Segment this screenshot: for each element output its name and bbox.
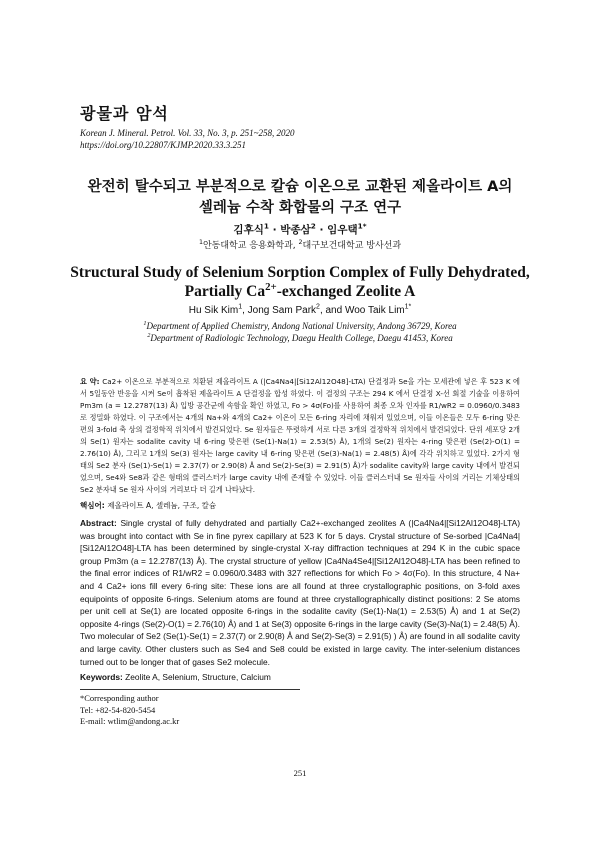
korean-affiliations: $^1$안동대학교 응용화학과, $^2$대구보건대학교 방사선과 [198,239,402,251]
korean-title-line1: 완전히 탈수되고 부분적으로 칼슘 이온으로 교환된 제올라이트 A의 [87,179,513,195]
english-author: Woo Taik Lim [344,305,405,316]
author-separator: · [268,224,281,236]
journal-doi[interactable]: https://doi.org/10.22807/KJMP.2020.33.3.251 [80,140,247,150]
footnote-email[interactable]: E-mail: wtlim@andong.ac.kr [80,716,180,726]
korean-abstract [80,376,520,496]
english-keywords [80,672,271,682]
korean-keywords [80,500,216,511]
korean-affiliation: 대구보건대학교 방사선과 [302,241,402,251]
footnote-divider [80,689,300,690]
english-author: Jong Sam Park [247,305,317,316]
footnote-line: *Corresponding author [80,693,159,703]
author-separator: · [315,224,328,236]
english-affiliation: $^2$Department of Radiologic Technology, Daegu Health College, Daegu 41453, Korea [147,332,453,343]
english-title [60,263,540,301]
english-abstract-label: Abstract: [80,518,121,528]
korean-abstract-text: Ca2+ 이온으로 부분적으로 치환된 제올라이트 A (|Ca4Na4|[Si12Al12O48]-LTA) 단결정과 Se을 가는 모세관에 넣은 후 523 K 에서 5일동안 반응을 시켜 Se이 흡착된 제올라이트 A 단결정을 합성 하였다. 이 결정의 구조는 294 K 에서 단결정 X-선 회절 기술을 이용하여 Pm3m (a = 12.2787(13) Å) 입방 공간군에 속함을 확인 하였고, Fo > 4σ(Fo)를 사용하여 최종 오차 인자를 R1/wR2 = 0.0960/0.3483로 정밀화 하였다. 이 구조에서는 4개의 Na+와 4개의 Ca2+ 이온이 모든 6-ring 자리에 채워져 있었으며, 이들 이온들은 모두 6-ring 맞은편의 3-fold 축 상의 결정학적 위치에서 발견되었다. Se 원자들은 뚜렷하게 서로 다른 3개의 결정학적 위치에서 발견되었다. 단위 세포당 2개의 Se(1) 원자는 sodalite cavity 내 6-ring 맞은편 (Se(1)-Na(1) = 2.53(5) Å), 1개의 Se(2) 원자는 4-ring 맞은편 (Se(2)-O(1) = 2.76(10) Å), 그리고 1개의 Se(3) 원자는 large cavity 내 6-ring 맞은편 (Se(3)-Na(1) = 2.48(5) Å)에 각각 위치하고 있었다. 2가지 형태의 Se2 분자 (Se(1)-Se(1) = 2.37(7) or 2.90(8) Å and Se(2)-Se(3) = 2.91(5) Å)가 sodalite cavity와 large cavity 내에서 발견되었으며, Se4와 Se8과 같은 형태의 클러스터가 large cavity 내에 존재할 수 있었다. 이들 클러스터내 Se 원자들 사이의 거리는 기체상태의 Se2 분자내 Se 원자 사이의 거리보다 더 길게 나타났다. [80,377,520,494]
korean-title-line2: 셀레늄 수착 화합물의 구조 연구 [198,200,402,216]
journal-citation: Korean J. Mineral. Petrol. Vol. 33, No. 3, p. 251~258, 2020 [80,128,295,138]
journal-meta [80,127,294,151]
english-affiliations [0,320,600,344]
english-title-line1: Structural Study of Selenium Sorption Complex of Fully Dehydrated, [70,264,530,281]
affil-sup: 1 [263,221,269,231]
korean-keywords-label: 핵심어: [80,501,108,510]
corresponding-author-footnote [80,693,179,728]
english-author: Hu Sik Kim [188,305,239,316]
english-authors: Hu Sik Kim$^1$, Jong Sam Park$^2$, and Woo Taik Lim$^{1*}$ [188,303,412,316]
english-keywords-label: Keywords: [80,672,126,682]
english-abstract-text: Single crystal of fully dehydrated and partially Ca2+-exchanged zeolites A (|Ca4Na4|[Si12Al12O48]-LTA) was brought into contact with Se in fine pyrex capillary at 523 K for 5 days. Crystal structure of Se-sorbed |Ca4Na4|[Si12Al12O48]-LTA has been determined by single-crystal X-ray diffraction techniques at 294 K in the cubic space group Pm3m (a = 12.2787(13) Å). The crystal structure of yellow |Ca4Na4Se4|[Si12Al12O48]-LTA has been refined to the final error indices of R1/wR2 = 0.0960/0.3483 with 327 reflections for which Fo > 4σ(Fo). In this structure, 4 Na+ and 4 Ca2+ ions fill every 6-ring site: These ions are all found at three crystallographic positions, on 3-fold axes equipoints of opposite 6-rings. Selenium atoms are found at three crystallographically distinct positions: 2 Se atoms per unit cell at Se(1) are located opposite 6-rings in the sodalite cavity (Se(1)-Na(1) = 2.53(5) Å) and 1 at Se(2) opposite 4-rings (Se(2)-O(1) = 2.76(10) Å) and 1 at Se(3) opposite 6-rings in the large cavity (Se(3)-Na(1) = 2.48(5) Å). Two molecular of Se2 (Se(1)-Se(1) = 2.37(7) or 2.90(8) Å and Se(2)-Se(3) = 2.91(5) ) Å) are found in all sodalite cavity and large cavity. Other clusters such as Se4 and Se8 could be existed in large cavity. The inter-selenium distances turned out to be longer that of gases Se2 molecule. [80,518,521,667]
english-abstract [80,517,520,668]
korean-author: 임우택 [327,224,358,236]
korean-title [60,177,540,219]
korean-keywords-text: 제올라이트 A, 셀레늄, 구조, 칼슘 [107,501,217,510]
english-title-line2: Partially $Ca^{2+}$-exchanged Zeolite A [184,280,416,300]
korean-abstract-label: 요 약: [80,377,103,386]
korean-author: 박종삼 [280,224,311,236]
korean-author: 김후식 [233,224,264,236]
korean-affiliation: 안동대학교 응용화학과 [202,241,293,251]
affil-sup: 1* [357,221,367,231]
english-affiliation: $^1$Department of Applied Chemistry, Andong National University, Andong 36729, Korea [143,320,457,331]
journal-name: 광물과 암석 [80,104,169,123]
footnote-phone: Tel: +82-54-820-5454 [80,704,156,715]
english-keywords-text: Zeolite A, Selenium, Structure, Calcium [125,672,271,682]
page-number: 251 [293,768,307,778]
affil-sup: 2 [310,221,316,231]
korean-authors [0,222,600,237]
